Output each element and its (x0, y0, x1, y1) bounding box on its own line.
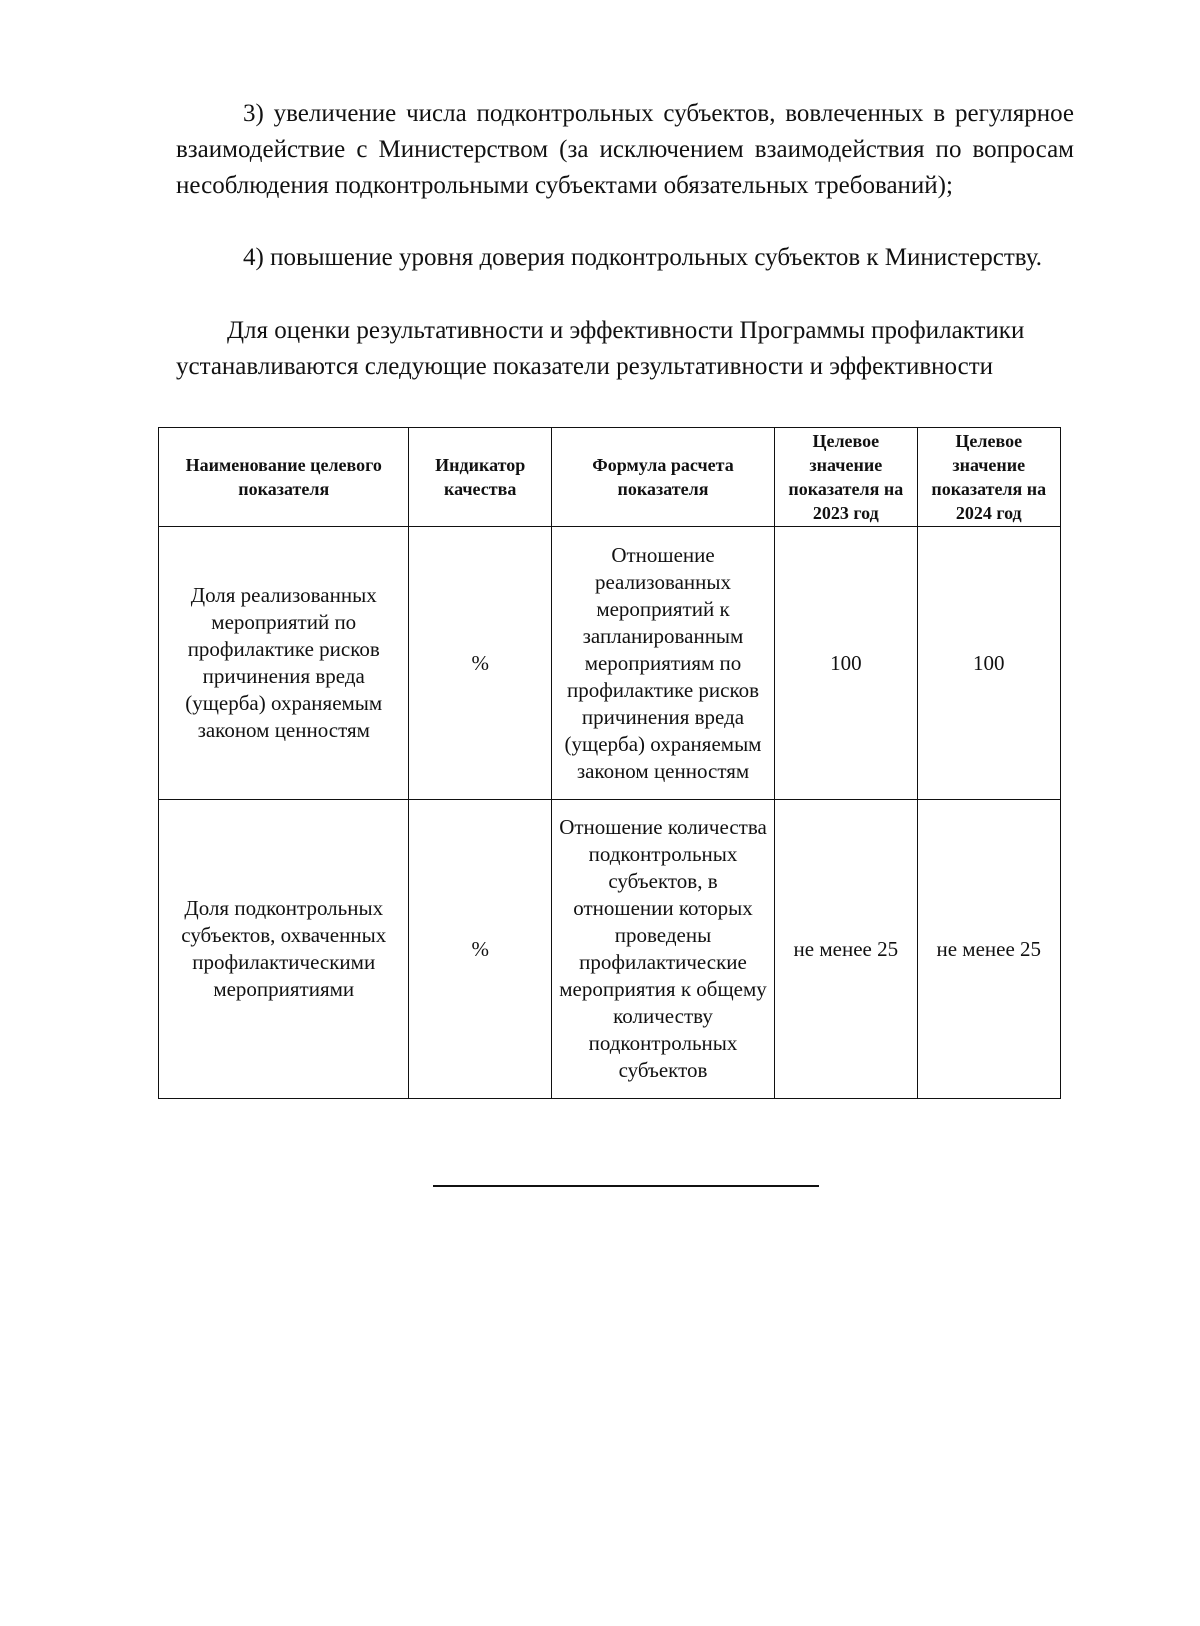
table-header-row (159, 428, 1061, 527)
table-row (159, 527, 1061, 800)
paragraph-item-4: 4) повышение уровня доверия подконтрольных субъектов к Министерству. (243, 244, 1042, 271)
header-formula: Формула расчета показателя (551, 428, 774, 527)
cell-target-2023: не менее 25 (775, 800, 917, 1099)
table-row (159, 800, 1061, 1099)
cell-quality-indicator: % (409, 527, 551, 800)
end-of-document-rule (433, 1185, 819, 1187)
cell-quality-indicator: % (409, 800, 551, 1099)
cell-target-2023: 100 (775, 527, 917, 800)
cell-indicator-name: Доля реализованных мероприятий по профилактике рисков причинения вреда (ущерба) охраняемым законом ценностям (159, 527, 409, 800)
cell-target-2024: не менее 25 (917, 800, 1060, 1099)
cell-indicator-name: Доля подконтрольных субъектов, охваченных профилактическими мероприятиями (159, 800, 409, 1099)
header-target-2024: Целевое значение показателя на 2024 год (917, 428, 1060, 527)
cell-formula: Отношение реализованных мероприятий к запланированным мероприятиям по профилактике рисков причинения вреда (ущерба) охраняемым законом ценностям (551, 527, 774, 800)
header-indicator-name: Наименование целевого показателя (159, 428, 409, 527)
header-target-2023: Целевое значение показателя на 2023 год (775, 428, 917, 527)
paragraph-indicators-intro: Для оценки результативности и эффективности Программы профилактики устанавливаются следующие показатели результативности и эффективности (176, 317, 1025, 380)
indicators-table (158, 427, 1061, 1099)
cell-formula: Отношение количества подконтрольных субъектов, в отношении которых проведены профилактические мероприятия к общему количеству подконтрольных субъектов (551, 800, 774, 1099)
header-quality-indicator: Индикатор качества (409, 428, 551, 527)
cell-target-2024: 100 (917, 527, 1060, 800)
paragraph-item-3: 3) увеличение числа подконтрольных субъектов, вовлеченных в регулярное взаимодействие с Министерством (за исключением взаимодействия по вопросам несоблюдения подконтрольными субъектами обязательных требований); (176, 100, 1074, 199)
